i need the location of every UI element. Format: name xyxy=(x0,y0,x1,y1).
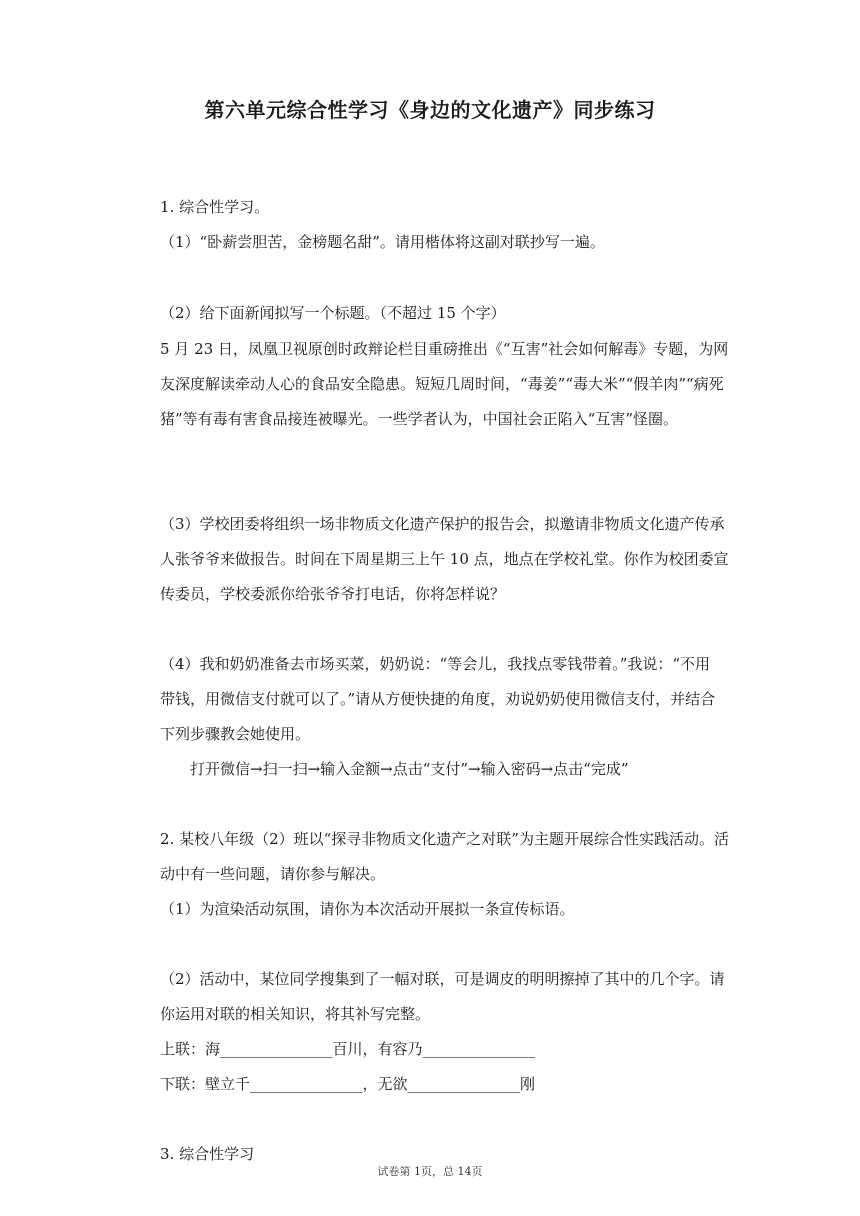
question-1-part-4: （4）我和奶奶准备去市场买菜，奶奶说：“等会儿，我找点零钱带着。”我说：“不用 xyxy=(160,655,711,673)
news-text-line: 5 月 23 日，凤凰卫视原创时政辩论栏目重磅推出《“互害”社会如何解毒》专题，为网 xyxy=(160,340,729,358)
couplet-lower-line: 下联：壁立千_______________，无欲_______________刚 xyxy=(160,1075,536,1093)
page-title: 第六单元综合性学习《身边的文化遗产》同步练习 xyxy=(204,98,656,122)
question-2-heading-line: 动中有一些问题，请你参与解决。 xyxy=(160,865,386,883)
news-text-line: 猪”等有毒有害食品接连被曝光。一些学者认为，中国社会正陷入“互害”怪圈。 xyxy=(160,410,679,428)
question-1-heading: 1. 综合性学习。 xyxy=(160,198,270,216)
question-1-part-3-line: 人张爷爷来做报告。时间在下周星期三上午 10 点，地点在学校礼堂。你作为校团委宣 xyxy=(160,550,729,568)
page-footer: 试卷第 1页，总 14页 xyxy=(377,1165,483,1178)
question-1-part-4-line: 下列步骤教会她使用。 xyxy=(160,725,311,743)
question-2-part-2-line: 你运用对联的相关知识，将其补写完整。 xyxy=(160,1005,431,1023)
question-1-part-3: （3）学校团委将组织一场非物质文化遗产保护的报告会，拟邀请非物质文化遗产传承 xyxy=(160,515,725,533)
question-1-part-2: （2）给下面新闻拟写一个标题。（不超过 15 个字） xyxy=(160,304,506,322)
question-2-part-1: （1）为渲染活动氛围，请你为本次活动开展拟一条宣传标语。 xyxy=(160,900,575,918)
couplet-upper-line: 上联：海_______________百川，有容乃_______________ xyxy=(160,1040,536,1058)
question-1-part-4-line: 带钱，用微信支付就可以了。”请从方便快捷的角度，劝说奶奶使用微信支付，并结合 xyxy=(160,690,716,708)
question-2-part-2: （2）活动中，某位同学搜集到了一幅对联，可是调皮的明明擦掉了其中的几个字。请 xyxy=(160,970,725,988)
question-2-heading: 2. 某校八年级（2）班以“探寻非物质文化遗产之对联”为主题开展综合性实践活动。活 xyxy=(160,830,729,848)
question-1-part-1: （1）“卧薪尝胆苦，金榜题名甜”。请用楷体将这副对联抄写一遍。 xyxy=(160,233,605,251)
news-text-line: 友深度解读牵动人心的食品安全隐患。短短几周时间，“毒姜”“毒大米”“假羊肉”“病死 xyxy=(160,375,724,393)
wechat-pay-steps: 打开微信→扫一扫→输入金额→点击“支付”→输入密码→点击“完成” xyxy=(190,760,629,778)
question-1-part-3-line: 传委员，学校委派你给张爷爷打电话，你将怎样说？ xyxy=(160,585,506,603)
question-3-heading: 3. 综合性学习 xyxy=(160,1145,255,1163)
